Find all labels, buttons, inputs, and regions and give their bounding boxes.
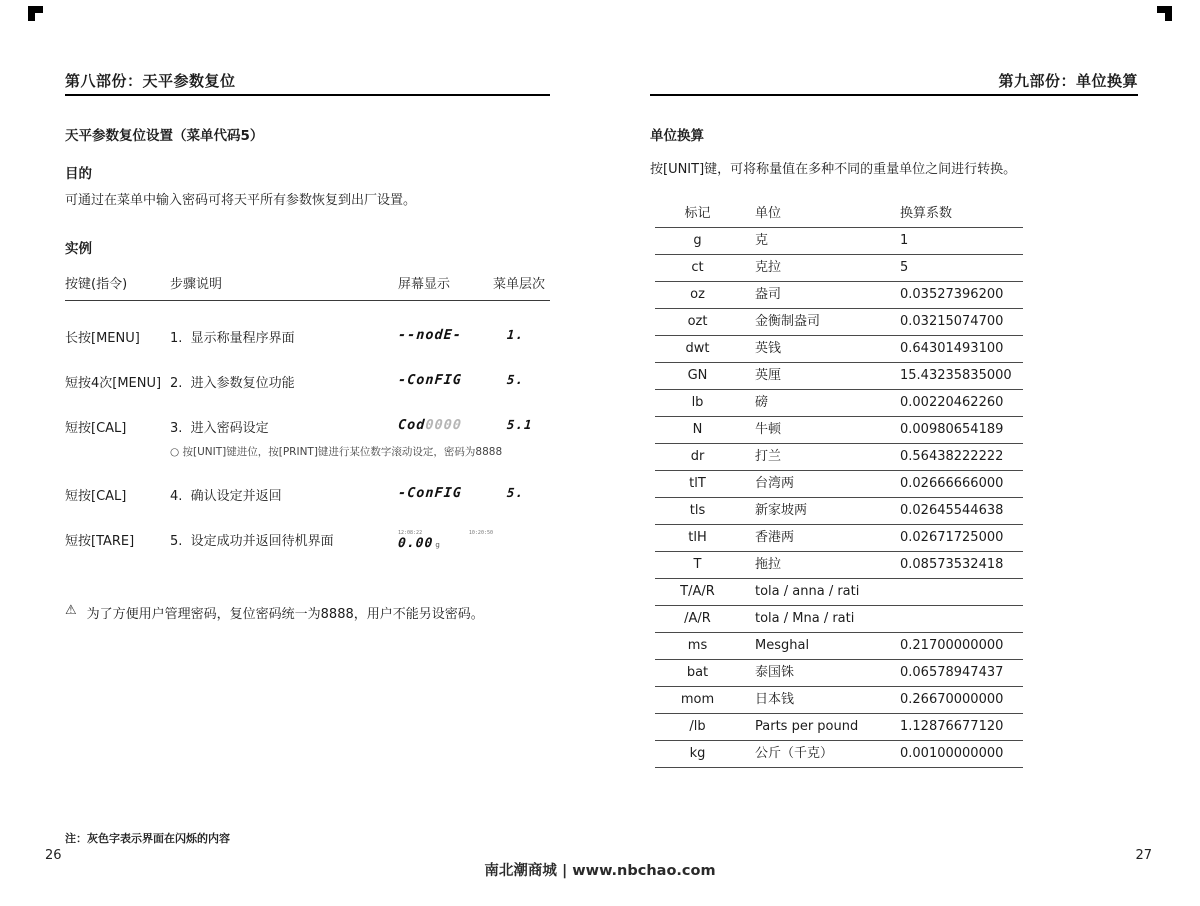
units-table-row [655, 606, 1023, 633]
warning-icon: ⚠ [65, 602, 77, 618]
steps-col-screen: 屏幕显示 [398, 276, 451, 292]
unit-mark-cell: dr [655, 444, 740, 471]
units-col-unit: 单位 [740, 201, 890, 228]
unit-mark-cell: N [655, 417, 740, 444]
unit-name-cell: 克 [740, 228, 890, 255]
steps-col-desc: 步骤说明 [170, 276, 223, 292]
unit-mark-cell: /lb [655, 714, 740, 741]
units-table-row [655, 498, 1023, 525]
lcd-display-text: Cod0000 [397, 416, 463, 433]
site-footer: 南北潮商城 | www.nbchao.com [484, 863, 716, 879]
menu-level-text: 5. [506, 371, 525, 387]
step-key: 短按[TARE] [65, 533, 135, 549]
units-table-row [655, 552, 1023, 579]
unit-name-cell: Parts per pound [740, 714, 890, 741]
lcd-display-text: -ConFIG [397, 371, 463, 388]
unit-name-cell: 金衡制盎司 [740, 309, 890, 336]
lcd-flashing-digits: 0000 [424, 416, 463, 433]
units-table-header-row [655, 201, 1023, 228]
unit-name-cell: 香港两 [740, 525, 890, 552]
units-table-row [655, 282, 1023, 309]
units-table [655, 201, 1023, 768]
units-table-row [655, 417, 1023, 444]
unit-mark-cell: tls [655, 498, 740, 525]
units-table-row [655, 714, 1023, 741]
unit-name-cell: 牛顿 [740, 417, 890, 444]
step-desc: 3. 进入密码设定 [170, 420, 269, 436]
units-table-row [655, 741, 1023, 768]
unit-mark-cell: GN [655, 363, 740, 390]
lcd-panel-unit: g [435, 540, 440, 549]
page-number-right: 27 [1135, 848, 1152, 863]
menu-level-text: 5.1 [506, 416, 534, 432]
warning-row [65, 603, 550, 622]
unit-mark-cell: tlH [655, 525, 740, 552]
unit-name-cell: 台湾两 [740, 471, 890, 498]
unit-mark-cell: ct [655, 255, 740, 282]
step-key: 短按4次[MENU] [65, 375, 162, 391]
unit-factor-cell: 0.02645544638 [890, 498, 1023, 525]
steps-table-row [65, 372, 550, 391]
unit-factor-cell [890, 606, 1023, 633]
unit-mark-cell: /A/R [655, 606, 740, 633]
steps-table-row [65, 485, 550, 504]
unit-mark-cell: kg [655, 741, 740, 768]
steps-col-level: 菜单层次 [493, 276, 546, 292]
unit-intro-text: 按[UNIT]键，可将称量值在多种不同的重量单位之间进行转换。 [650, 162, 1017, 177]
unit-factor-cell: 0.21700000000 [890, 633, 1023, 660]
unit-mark-cell: ozt [655, 309, 740, 336]
corner-mark-top-right [1157, 6, 1172, 21]
steps-table-header [65, 273, 550, 301]
unit-factor-cell: 0.00220462260 [890, 390, 1023, 417]
unit-factor-cell: 0.08573532418 [890, 552, 1023, 579]
step-desc: 5. 设定成功并返回待机界面 [170, 533, 334, 549]
gray-flash-note: 注：灰色字表示界面在闪烁的内容 [65, 832, 230, 845]
step-key: 短按[CAL] [65, 488, 127, 504]
step-desc: 4. 确认设定并返回 [170, 488, 282, 504]
lcd-panel-date: 10:20:50 [468, 529, 493, 536]
unit-factor-cell: 0.00100000000 [890, 741, 1023, 768]
unit-mark-cell: g [655, 228, 740, 255]
units-table-row [655, 660, 1023, 687]
units-table-row [655, 525, 1023, 552]
units-table-row [655, 579, 1023, 606]
steps-table-row [65, 417, 550, 436]
unit-factor-cell: 0.64301493100 [890, 336, 1023, 363]
unit-mark-cell: tlT [655, 471, 740, 498]
units-table-row [655, 309, 1023, 336]
unit-factor-cell: 15.43235835000 [890, 363, 1023, 390]
units-table-row [655, 228, 1023, 255]
left-header-rule [65, 94, 550, 96]
unit-name-cell: 公斤（千克） [740, 741, 890, 768]
unit-name-cell: tola / anna / rati [740, 579, 890, 606]
units-table-row [655, 255, 1023, 282]
units-table-row [655, 363, 1023, 390]
unit-name-cell: 打兰 [740, 444, 890, 471]
unit-mark-cell: ms [655, 633, 740, 660]
unit-name-cell: 英钱 [740, 336, 890, 363]
units-table-row [655, 471, 1023, 498]
unit-name-cell: 磅 [740, 390, 890, 417]
lcd-panel-time: 12:08:22 [398, 529, 423, 536]
menu-level-text: 5. [506, 484, 525, 500]
unit-factor-cell: 0.06578947437 [890, 660, 1023, 687]
left-page-body [65, 124, 550, 622]
unit-name-cell: 泰国铢 [740, 660, 890, 687]
unit-mark-cell: lb [655, 390, 740, 417]
unit-factor-cell: 0.02666666000 [890, 471, 1023, 498]
unit-mark-cell: mom [655, 687, 740, 714]
purpose-text: 可通过在菜单中输入密码可将天平所有参数恢复到出厂设置。 [65, 193, 417, 208]
steps-table-row [65, 530, 550, 551]
unit-mark-cell: bat [655, 660, 740, 687]
right-header-rule [650, 94, 1138, 96]
units-col-mark: 标记 [655, 201, 740, 228]
lcd-display-text: --nodE- [397, 326, 463, 343]
unit-name-cell: 日本钱 [740, 687, 890, 714]
lcd-display-text: -ConFIG [397, 484, 463, 501]
units-col-factor: 换算系数 [890, 201, 1023, 228]
unit-name-cell: 盎司 [740, 282, 890, 309]
right-page-title: 单位换算 [650, 128, 704, 144]
unit-name-cell: 拖拉 [740, 552, 890, 579]
lcd-panel-value: 0.00 [397, 535, 434, 551]
step-key: 长按[MENU] [65, 330, 140, 346]
unit-factor-cell: 0.56438222222 [890, 444, 1023, 471]
unit-mark-cell: T/A/R [655, 579, 740, 606]
unit-factor-cell: 0.00980654189 [890, 417, 1023, 444]
steps-table-row [65, 327, 550, 346]
unit-factor-cell: 0.02671725000 [890, 525, 1023, 552]
right-page-body [650, 124, 1138, 768]
unit-factor-cell: 1.12876677120 [890, 714, 1023, 741]
units-table-row [655, 390, 1023, 417]
unit-mark-cell: oz [655, 282, 740, 309]
unit-factor-cell: 0.26670000000 [890, 687, 1023, 714]
unit-factor-cell [890, 579, 1023, 606]
unit-name-cell: 克拉 [740, 255, 890, 282]
unit-name-cell: 新家坡两 [740, 498, 890, 525]
left-section-header: 第八部份：天平参数复位 [65, 72, 236, 90]
unit-factor-cell: 1 [890, 228, 1023, 255]
step-note: ○ 按[UNIT]键进位，按[PRINT]键进行某位数字滚动设定，密码为8888 [170, 445, 503, 458]
units-table-row [655, 336, 1023, 363]
warning-text: 为了方便用户管理密码，复位密码统一为8888，用户不能另设密码。 [86, 606, 484, 622]
unit-name-cell: tola / Mna / rati [740, 606, 890, 633]
units-table-row [655, 444, 1023, 471]
unit-name-cell: 英厘 [740, 363, 890, 390]
steps-col-key: 按键(指令) [65, 276, 128, 292]
unit-name-cell: Mesghal [740, 633, 890, 660]
menu-level-text: 1. [506, 326, 525, 342]
left-page-title: 天平参数复位设置（菜单代码5） [65, 128, 264, 144]
unit-factor-cell: 0.03527396200 [890, 282, 1023, 309]
unit-factor-cell: 5 [890, 255, 1023, 282]
units-table-row [655, 687, 1023, 714]
units-table-row [655, 633, 1023, 660]
step-desc: 2. 进入参数复位功能 [170, 375, 295, 391]
unit-factor-cell: 0.03215074700 [890, 309, 1023, 336]
right-section-header: 第九部份：单位换算 [998, 72, 1138, 90]
lcd-panel [398, 530, 493, 551]
unit-mark-cell: T [655, 552, 740, 579]
step-desc: 1. 显示称量程序界面 [170, 330, 295, 346]
purpose-label: 目的 [65, 166, 92, 182]
page-number-left: 26 [45, 848, 62, 863]
step-key: 短按[CAL] [65, 420, 127, 436]
corner-mark-top-left [28, 6, 43, 21]
unit-mark-cell: dwt [655, 336, 740, 363]
example-label: 实例 [65, 240, 92, 257]
